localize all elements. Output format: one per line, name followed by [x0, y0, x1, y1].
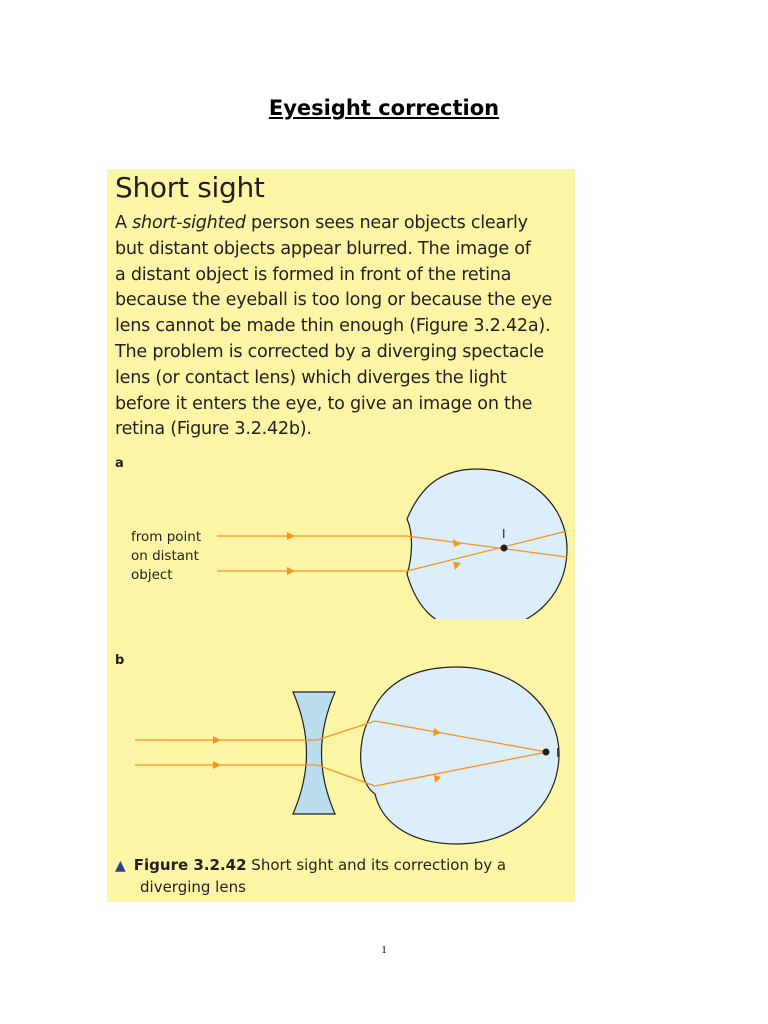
- section-heading: Short sight: [115, 171, 265, 204]
- figure-caption: [115, 855, 565, 898]
- diagram-a-label: a: [115, 456, 124, 471]
- body-line: lens cannot be made thin enough (Figure 3.2.42a).: [115, 316, 551, 337]
- body-line: before it enters the eye, to give an image on the: [115, 393, 533, 414]
- diagram-b-label: b: [115, 653, 125, 668]
- arrowhead: [287, 567, 295, 575]
- eyeball-a: [407, 469, 567, 619]
- body-line: but distant objects appear blurred. The image of: [115, 238, 531, 259]
- focal-point-b: [543, 749, 550, 756]
- body-text: [115, 211, 577, 443]
- focal-point-a: [501, 545, 508, 552]
- textbook-excerpt-panel: [107, 169, 575, 902]
- body-line: The problem is corrected by a diverging spectacle: [115, 341, 544, 362]
- arrowhead: [287, 532, 295, 540]
- body-line: because the eyeball is too long or because the eye: [115, 290, 553, 311]
- image-label-a: I: [502, 527, 506, 541]
- body-line: a distant object is formed in front of the retina: [115, 264, 512, 285]
- arrowhead: [213, 736, 221, 744]
- object-text-line: from point: [131, 529, 202, 545]
- arrowhead: [213, 761, 221, 769]
- caption-text-continued: diverging lens: [140, 878, 246, 896]
- page-number: 1: [381, 944, 387, 956]
- body-line: retina (Figure 3.2.42b).: [115, 419, 312, 440]
- body-line: lens (or contact lens) which diverges the light: [115, 367, 507, 388]
- figure-reference: Figure 3.2.42: [133, 856, 247, 874]
- image-label-b: I: [556, 746, 560, 760]
- caption-text: Short sight and its correction by a: [246, 856, 507, 874]
- diagram-a-short-sight-eye: [107, 459, 575, 619]
- object-text-line: object: [131, 567, 173, 583]
- diverging-lens: [293, 692, 335, 814]
- diagram-b-corrected-eye: [107, 664, 575, 854]
- body-line: A short-sighted person sees near objects clearly: [115, 213, 528, 233]
- emphasis-term: short-sighted: [132, 213, 246, 233]
- object-text-line: on distant: [131, 548, 199, 564]
- triangle-marker-icon: ▲: [115, 858, 126, 874]
- page-title: Eyesight correction: [268, 96, 500, 120]
